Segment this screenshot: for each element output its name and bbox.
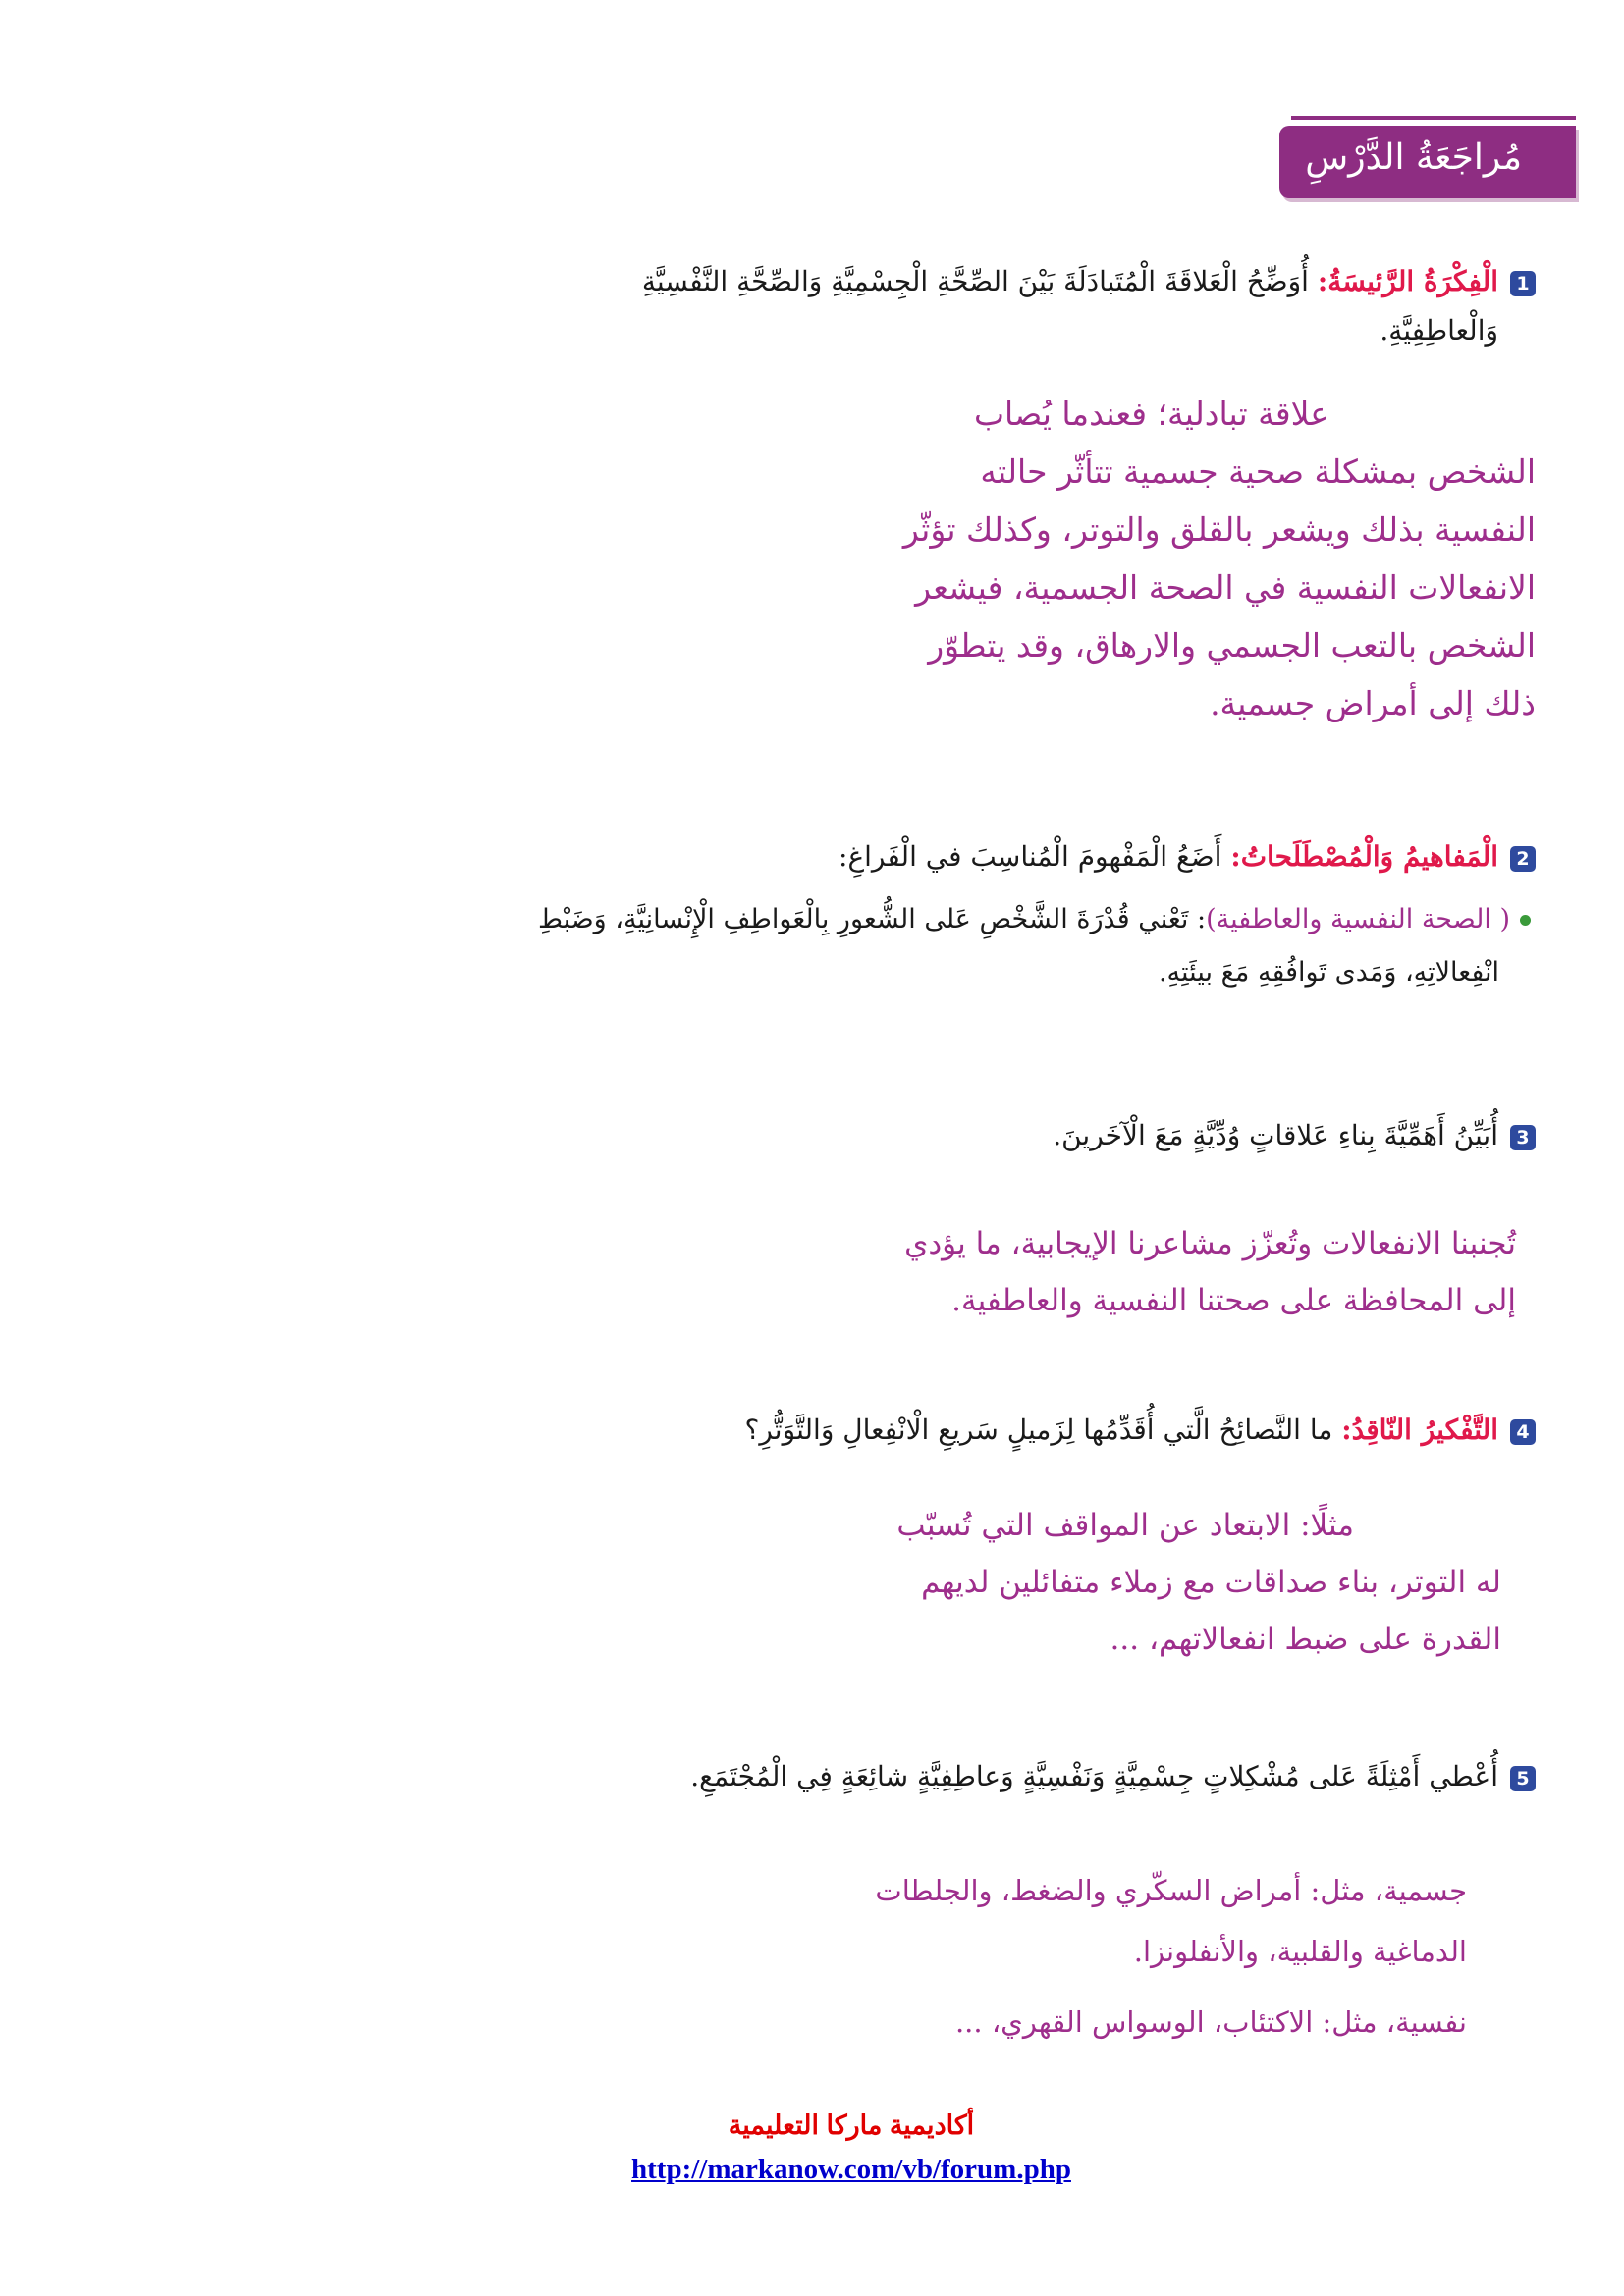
question-4-prompt: ما النَّصائِحُ الَّتي أُقَدِّمُها لِزَميلٍ سَريعِ الْانْفِعالِ وَالتَّوَتُّرِ؟ [744, 1414, 1333, 1446]
question-3-text [63, 1111, 1536, 1160]
answer-4 [824, 1497, 1501, 1668]
definition-answer: ( الصحة النفسية والعاطفية) [1206, 904, 1510, 934]
answer-3-line-1: تُجنبنا الانفعالات وتُعزّز مشاعرنا الإيجابية، ما يؤدي [904, 1226, 1516, 1261]
answer-1-line-4: الانفعالات النفسية في الصحة الجسمية، فيشعر [915, 568, 1536, 607]
answer-1-line-5: الشخص بالتعب الجسمي والارهاق، وقد يتطوّر [928, 626, 1536, 665]
definition-line-2: انْفِعالاتِهِ، وَمَدى تَوافُقِهِ مَعَ بيئَتِهِ. [1158, 957, 1499, 988]
answer-5-line-1: جسمية، مثل: أمراض السكّري والضغط، والجلطات [875, 1874, 1467, 1907]
question-number-5: 5 [1510, 1766, 1536, 1791]
question-5-text [63, 1752, 1536, 1801]
question-2-text [63, 832, 1536, 881]
question-5 [63, 1752, 1536, 1801]
answer-5-line-2: الدماغية والقلبية، والأنفلونزا. [1133, 1935, 1467, 1968]
definition-text: : تَعْني قُدْرَةَ الشَّخْصِ عَلى الشُّعورِ بِالْعَواطِفِ الْإِنْسانِيَّةِ، وَضَبْطِ [537, 904, 1207, 934]
question-number-1: 1 [1510, 271, 1536, 296]
question-2-definition [352, 895, 1531, 997]
question-4 [63, 1406, 1536, 1455]
question-number-4: 4 [1510, 1419, 1536, 1445]
question-number-3: 3 [1510, 1125, 1536, 1150]
question-5-prompt: أُعْطي أَمْثِلَةً عَلى مُشْكِلاتٍ جِسْمِيَّةٍ وَنَفْسِيَّةٍ وَعاطِفِيَّةٍ شائِعَةٍ فِي الْمُجْتَمَعِ. [690, 1760, 1498, 1792]
answer-1-line-3: النفسية بذلك ويشعر بالقلق والتوتر، وكذلك تؤثّر [902, 510, 1536, 549]
question-1-text [63, 257, 1536, 306]
footer-forum-link[interactable]: http://markanow.com/vb/forum.php [631, 2154, 1071, 2185]
answer-4-line-2: له التوتر، بناء صداقات مع زملاء متفائلين لديهم [921, 1565, 1501, 1600]
bullet-icon [1520, 915, 1531, 926]
answer-3 [829, 1215, 1516, 1329]
question-4-label: التَّفْكيرُ النّاقِدُ: [1341, 1414, 1498, 1446]
question-2-label: الْمَفاهيمُ وَالْمُصْطَلَحاتُ: [1230, 840, 1498, 873]
question-4-text [63, 1406, 1536, 1455]
question-1 [63, 257, 1536, 355]
lesson-review-header [1279, 126, 1576, 198]
footer-academy-name: أكاديمية ماركا التعليمية [728, 2110, 975, 2140]
answer-1-line-2: الشخص بمشكلة صحية جسمية تتأثّر حالته [980, 453, 1536, 491]
answer-5 [780, 1860, 1467, 2053]
answer-4-line-1: مثلًا: الابتعاد عن المواقف التي تُسبّب [896, 1508, 1354, 1543]
question-3-prompt: أُبَيِّنُ أَهَمِّيَّةَ بِناءِ عَلاقاتٍ وُدِّيَّةٍ مَعَ الْآخَرينَ. [1053, 1119, 1498, 1151]
answer-1-line-6: ذلك إلى أمراض جسمية. [1210, 684, 1536, 722]
question-number-2: 2 [1510, 846, 1536, 872]
header-title: مُراجَعَةُ الدَّرْسِ [1305, 137, 1522, 178]
definition-line-1 [352, 895, 1531, 944]
question-2-prompt: أَضَعُ الْمَفْهومَ الْمُناسِبَ في الْفَراغِ: [839, 840, 1222, 873]
question-1-label: الْفِكْرَةُ الرَّئيسَةُ: [1317, 265, 1498, 297]
answer-1-line-1: علاقة تبادلية؛ فعندما يُصاب [973, 395, 1329, 433]
question-2 [63, 832, 1536, 881]
answer-1 [893, 385, 1536, 732]
answer-5-line-3: نفسية، مثل: الاكتئاب، الوسواس القهري، ... [954, 2005, 1467, 2039]
answer-3-line-2: إلى المحافظة على صحتنا النفسية والعاطفية. [951, 1283, 1516, 1318]
question-1-prompt-cont: وَالْعاطِفِيَّةِ. [1380, 314, 1498, 347]
answer-4-line-3: القدرة على ضبط انفعالاتهم، ... [1110, 1622, 1501, 1657]
question-1-prompt: أُوَضِّحُ الْعَلاقَةَ الْمُتَبادَلَةَ بَيْنَ الصِّحَّةِ الْجِسْمِيَّةِ وَالصِّحَّةِ النَّفْسِيَّةِ [641, 265, 1309, 297]
question-3 [63, 1111, 1536, 1160]
